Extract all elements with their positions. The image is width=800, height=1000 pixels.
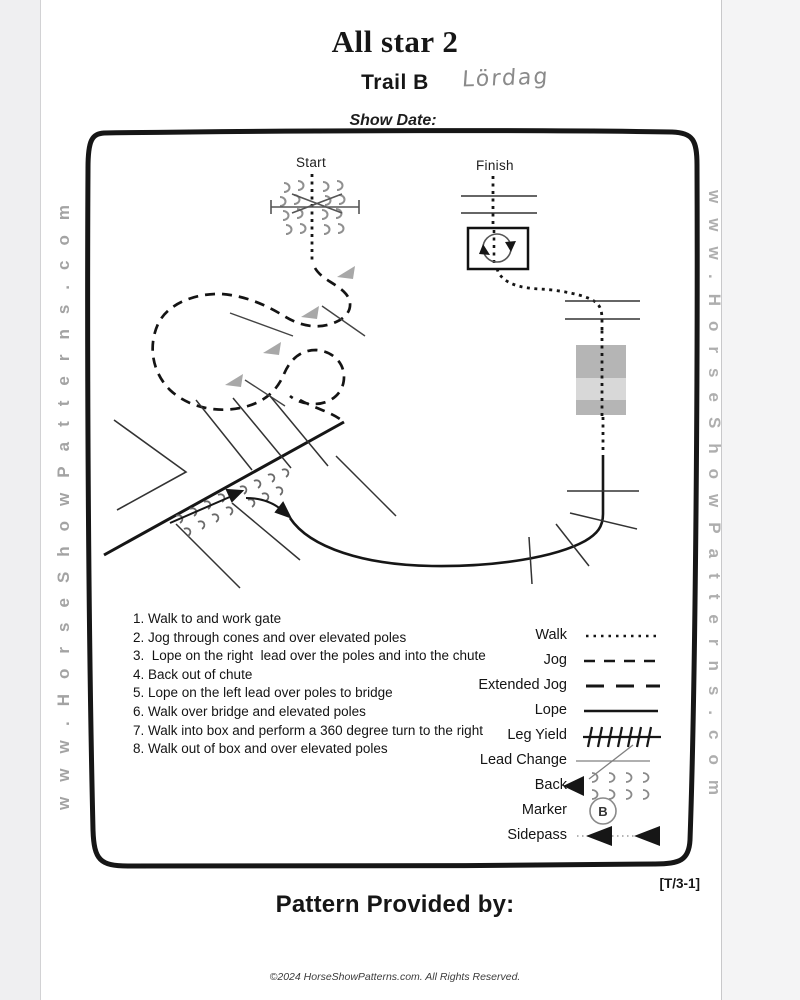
marker-letter: B [598,804,608,819]
legend-samples [563,636,661,846]
elevated-poles-bridge [565,301,640,319]
turn-arrow-right [505,241,516,252]
legend-label-leg-yield: Leg Yield [507,727,567,743]
back-arrows [170,490,290,523]
legend-label-lead-change: Lead Change [479,752,567,768]
legend-leg-yield [583,727,661,747]
finish-label: Finish [476,158,514,173]
back-hoofprints [176,468,290,536]
chute-chevron [114,420,186,510]
legend-marker [590,798,616,824]
legend-label-lope: Lope [534,702,567,718]
instruction-1: 1. Walk to and work gate [133,611,282,626]
elevated-poles-finish [461,196,537,213]
pattern-provided-by: Pattern Provided by: [275,891,515,918]
turn-box [468,228,528,269]
chute-walls [176,456,396,588]
instruction-8: 8. Walk out of box and over elevated poles [133,741,388,757]
gate-obstacle [271,181,359,234]
instruction-7: 7. Walk into box and perform a 360 degree turn to the right [133,722,483,738]
copyright-line: ©2024 HorseShowPatterns.com. All Rights Reserved. [269,971,521,983]
handwritten-note: Lördag [461,64,551,93]
instruction-5: 5. Lope on the left lead over poles to bridge [133,685,393,701]
pattern-code: [T/3-1] [659,876,700,891]
page-title: All star 2 [331,24,459,59]
watermark-left: www.HorseShowPatterns.com [54,190,73,810]
legend-label-extended-jog: Extended Jog [478,677,567,693]
instruction-2: 2. Jog through cones and over elevated poles [133,629,407,645]
sweep-poles [529,491,639,584]
watermark-right: www.HorseShowPatterns.com [705,190,724,810]
lope-sweep-path [290,455,603,566]
turn-arrow-left [479,244,490,255]
legend-back [563,773,649,799]
legend-label-sidepass: Sidepass [507,827,567,843]
diagonal-poles [196,396,328,470]
instruction-4: 4. Back out of chute [133,666,253,682]
instruction-3: 3. Lope on the right lead over the poles and into the chute [133,648,486,664]
legend-label-walk: Walk [535,627,567,643]
legend-label-back: Back [534,777,567,793]
legend-sidepass [577,826,660,846]
legend-label-marker: Marker [521,802,567,818]
show-date-label: Show Date: [349,112,437,129]
instruction-6: 6. Walk over bridge and elevated poles [133,703,366,719]
jog-serpentine-path [153,268,350,422]
start-label: Start [296,155,327,170]
page-subtitle: Trail B [361,71,429,94]
legend-label-jog: Jog [543,652,567,668]
